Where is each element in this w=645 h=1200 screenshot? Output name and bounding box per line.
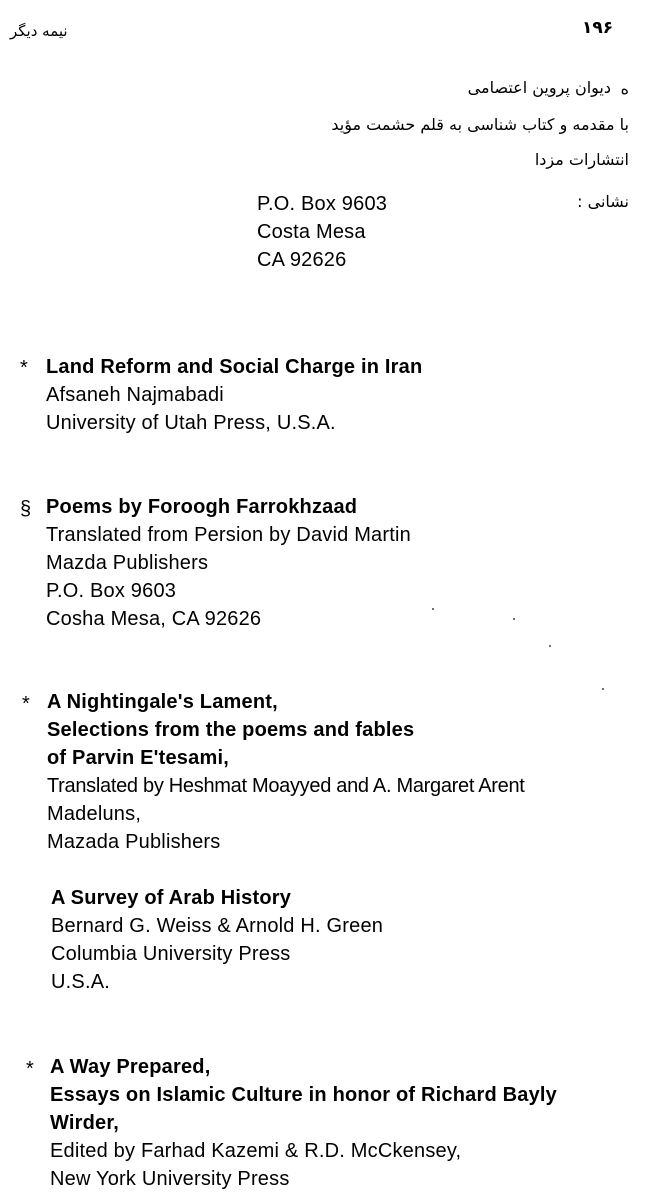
entry-line: Translated by Heshmat Moayyed and A. Margaret Arent [47,775,525,797]
persian-bullet: ه [620,79,629,98]
entry-line: Bernard G. Weiss & Arnold H. Green [51,915,384,937]
persian-entry-publisher: انتشارات مزدا [534,150,629,169]
entry-line: U.S.A. [51,971,110,993]
entry-marker: § [20,498,32,520]
scan-speck [549,645,551,647]
entry-title-line: A Nightingale's Lament, [47,691,278,713]
address-line: Costa Mesa [257,221,366,243]
entry-line: University of Utah Press, U.S.A. [46,412,336,434]
entry-title-line: Selections from the poems and fables [47,719,415,741]
address-line: P.O. Box 9603 [257,193,388,215]
persian-entry-line-2: با مقدمه و کتاب شناسی به قلم حشمت مؤید [331,115,629,134]
entry-title-line: of Parvin E'tesami, [47,747,229,769]
entry-title-line: Wirder, [50,1112,120,1134]
persian-entry-title: دیوان پروین اعتصامی [467,78,611,97]
book-entry-nightingales-lament [47,688,525,856]
scan-speck [602,688,604,690]
entry-line: Columbia University Press [51,943,291,965]
book-entry-arab-history [51,884,383,996]
entry-line: Madeluns, [47,803,142,825]
entry-line: Edited by Farhad Kazemi & R.D. McCkensey, [50,1140,462,1162]
entry-marker: * [26,1058,34,1080]
entry-marker: * [20,357,28,379]
entry-line: P.O. Box 9603 [46,580,177,602]
entry-line: Afsaneh Najmabadi [46,384,224,406]
persian-address-block [257,190,387,274]
page-number: ۱۹۶ [582,18,614,38]
entry-line: Mazada Publishers [47,831,221,853]
book-entry-way-prepared [50,1053,557,1193]
entry-line: New York University Press [50,1168,290,1190]
running-title: نیمه دیگر [10,22,68,40]
book-entry-land-reform [46,353,422,437]
entry-marker: * [22,693,30,715]
entry-title: A Survey of Arab History [51,887,292,909]
entry-line: Mazda Publishers [46,552,209,574]
scan-speck [432,608,434,610]
entry-title-line: Essays on Islamic Culture in honor of Richard Bayly [50,1084,557,1106]
entry-title: Poems by Foroogh Farrokhzaad [46,496,358,518]
entry-title-line: A Way Prepared, [50,1056,211,1078]
scan-speck [513,618,515,620]
book-entry-poems-farrokhzaad [46,493,411,633]
entry-line: Cosha Mesa, CA 92626 [46,608,262,630]
entry-line: Translated from Persion by David Martin [46,524,411,546]
persian-address-label: نشانی : [577,192,629,211]
entry-title: Land Reform and Social Charge in Iran [46,356,423,378]
address-line: CA 92626 [257,249,347,271]
